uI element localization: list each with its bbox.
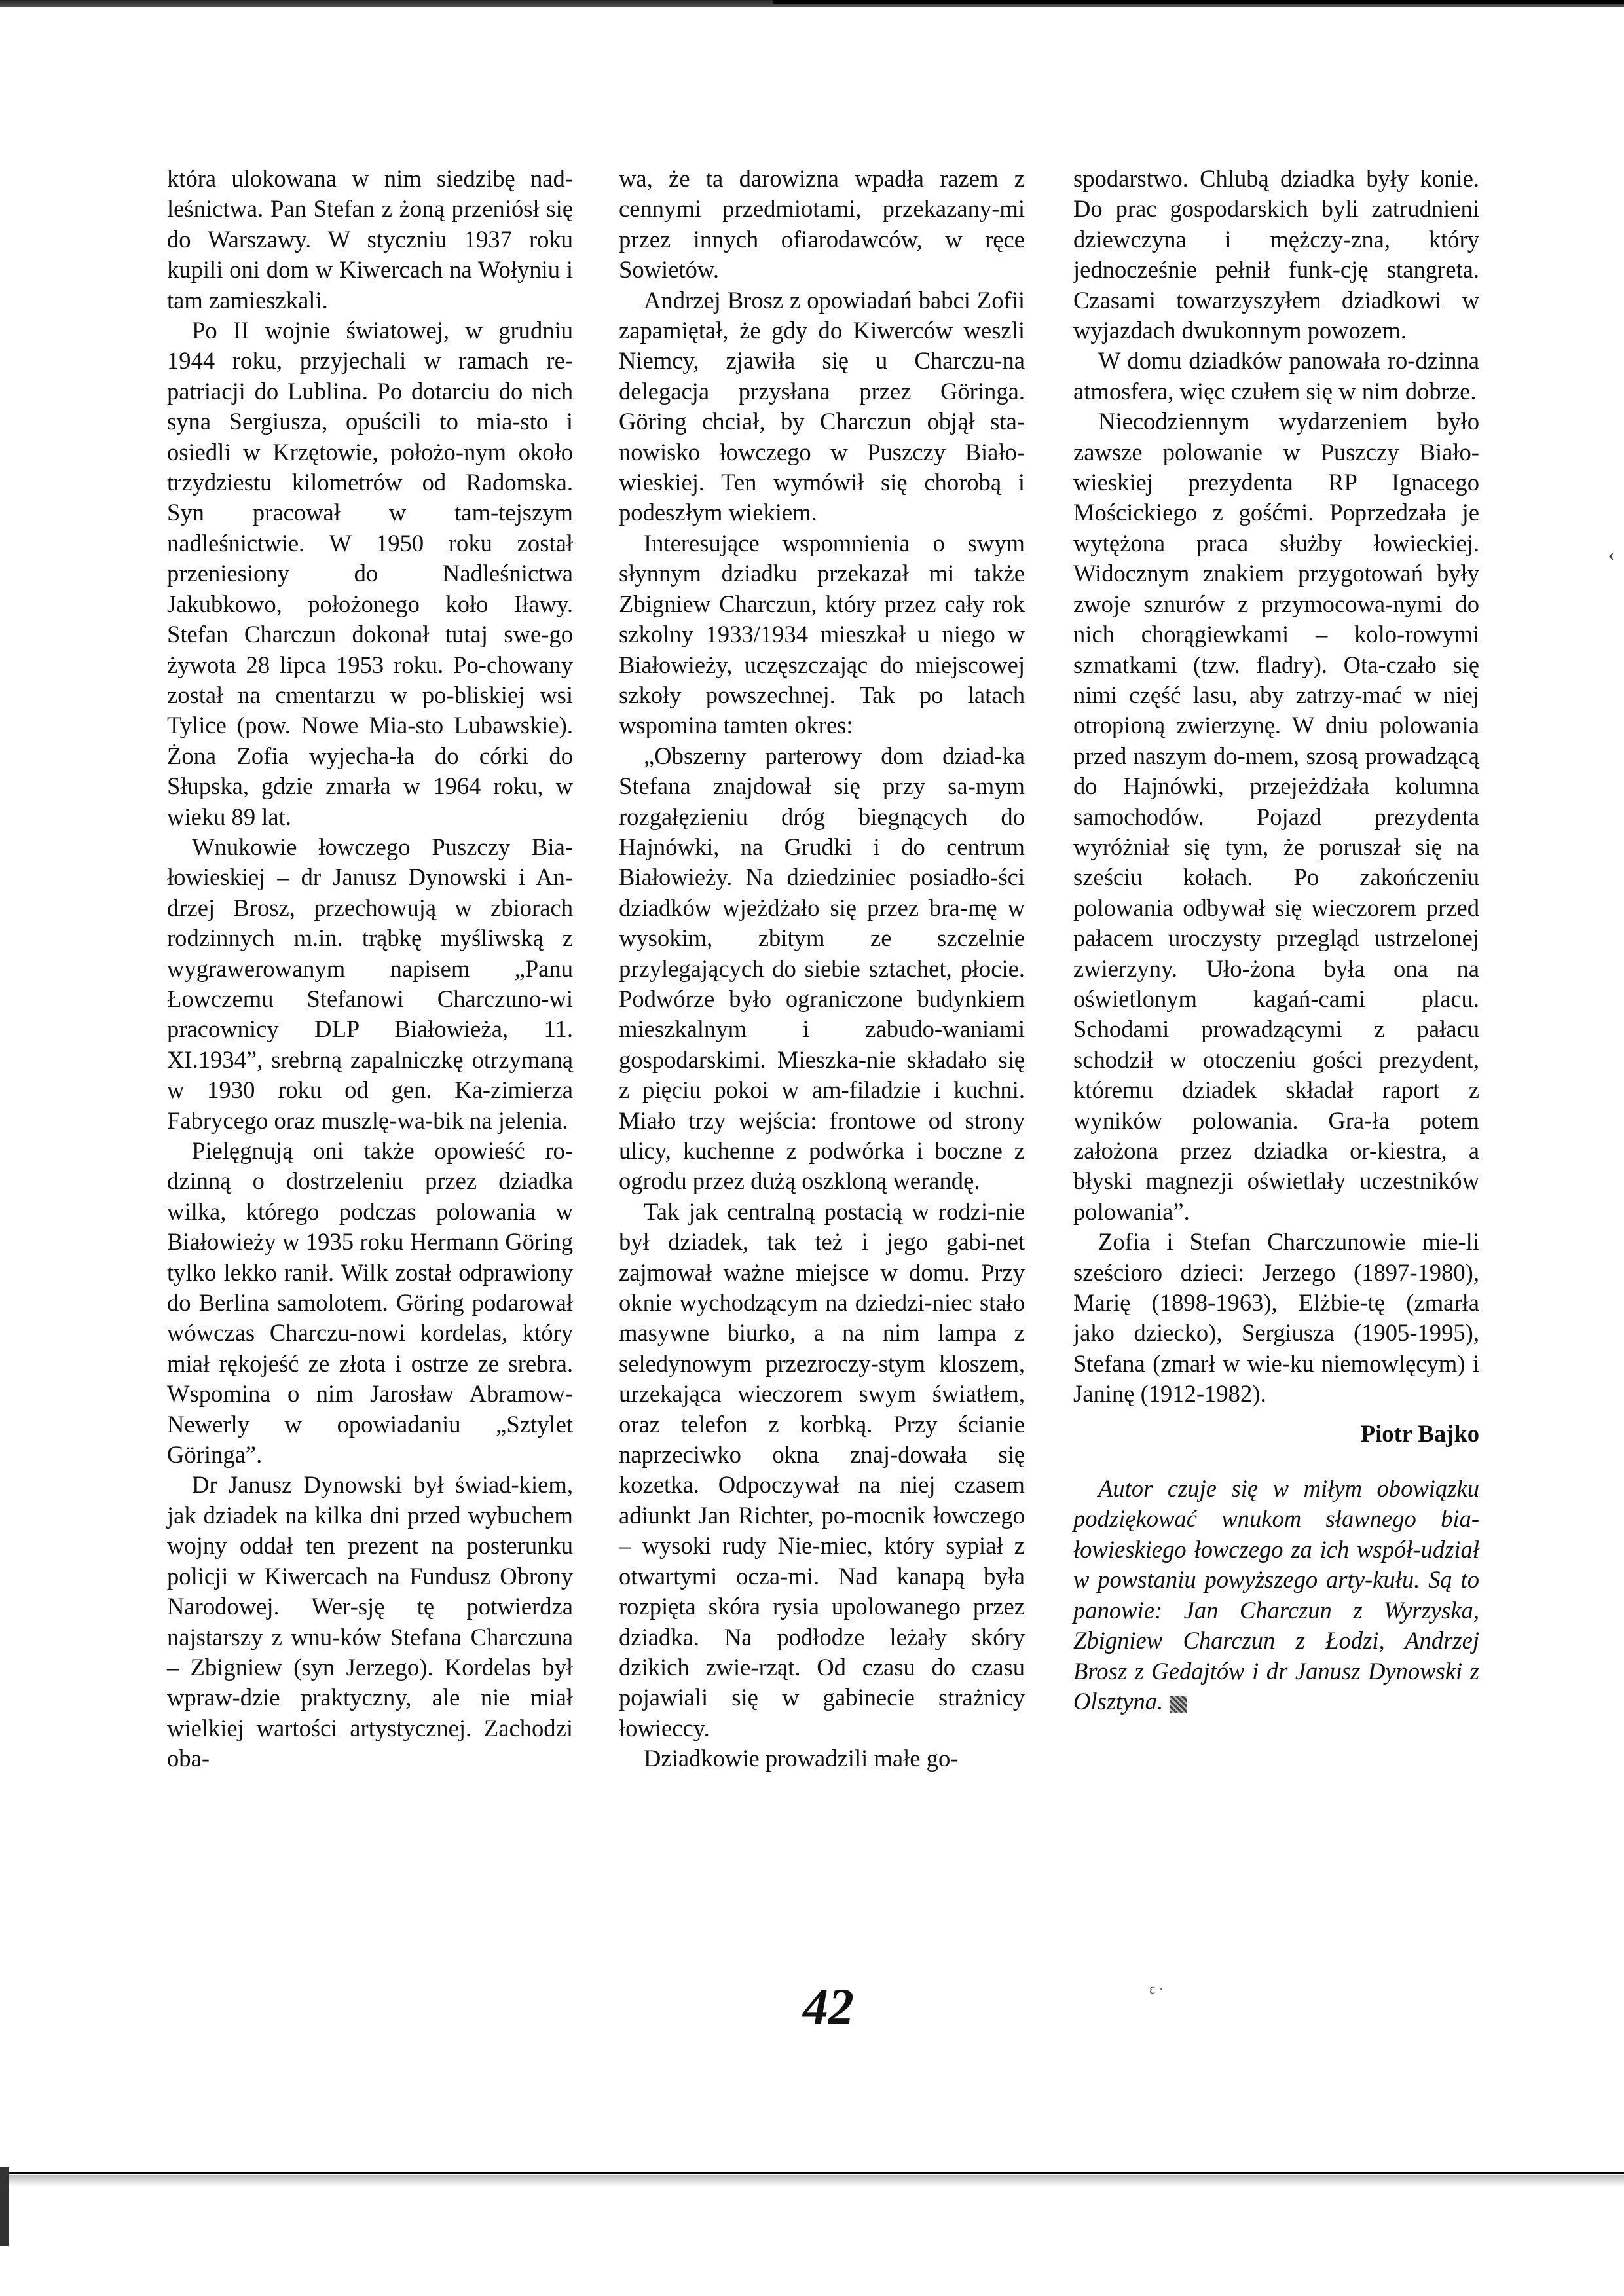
paragraph: Interesujące wspomnienia o swym słynnym dziadku przekazał mi także Zbigniew Charczun, który przez cały rok szkolny 1933/1934 mieszkał u niego w Białowieży, uczęszczając do miejscowej szkoły powszechnej. Tak po latach wspomina tamten okres:: [619, 529, 1025, 739]
paragraph: wa, że ta darowizna wpadła razem z cennymi przedmiotami, przekazany-mi przez innych ofiarodawców, w ręce Sowietów.: [619, 165, 1025, 283]
article-column-3: [1073, 164, 1479, 1717]
paragraph: Dziadkowie prowadzili małe go-: [644, 1745, 959, 1772]
article-body: [167, 164, 1479, 1997]
scan-bottom-shadow: [0, 2175, 1624, 2187]
paragraph: Tak jak centralną postacią w rodzi-nie był dziadek, tak też i jego gabi-net zajmował ważne miejsce w domu. Przy oknie wychodzącym na dziedzi-niec stało masywne biurko, a na nim lampa z seledynowym przezroczy-stym kloszem, urzekająca wieczorem swym światłem, oraz telefon z korbką. Przy ścianie naprzeciwko okna znaj-dowała się kozetka. Odpoczywał na niej czasem adiunkt Jan Richter, po-mocnik łowczego – wysoki rudy Nie-miec, który sypiał z otwartymi ocza-mi. Nad kanapą była rozpięta skóra rysia upolowanego przez dziadka. Na podłodze leżały skóry dzikich zwie-rząt. Od czasu do czasu pojawiali się w gabinecie strażnicy łowieccy.: [619, 1197, 1025, 1741]
acknowledgement-note: [1073, 1474, 1479, 1717]
paragraph: Dr Janusz Dynowski był świad-kiem, jak dziadek na kilka dni przed wybuchem wojny oddał ten prezent na posterunku policji w Kiwercach na Fundusz Obrony Narodowej. Wer-sję tę potwierdza najstarszy z wnu-ków Stefana Charczuna – Zbigniew (syn Jerzego). Kordelas był wpraw-dzie praktyczny, ale nie miał wielkiej wartości artystycznej. Zachodzi oba-: [167, 1471, 573, 1772]
paragraph: W domu dziadków panowała ro-dzinna atmosfera, więc czułem się w nim dobrze.: [1073, 347, 1479, 405]
scan-speck: ε ·: [1149, 1980, 1164, 1997]
paragraph: spodarstwo. Chlubą dziadka były konie. Do prac gospodarskich byli zatrudnieni dziewczyna i mężczy-zna, który jednocześnie pełnił funk-cję stangreta. Czasami towarzyszyłem dziadkowi w wyjazdach dwukonnym powozem.: [1073, 165, 1479, 344]
article-column-1: [167, 164, 573, 1774]
paragraph: Andrzej Brosz z opowiadań babci Zofii zapamiętał, że gdy do Kiwerców weszli Niemcy, zjawiła się u Charczu-na delegacja przysłana przez Göringa. Göring chciał, by Charczun objął sta-nowisko łowczego w Puszczy Biało-wieskiej. Ten wymówił się chorobą i podeszłym wiekiem.: [619, 286, 1025, 526]
paragraph: Po II wojnie światowej, w grudniu 1944 roku, przyjechali w ramach re-patriacji do Lublina. Po dotarciu do nich syna Sergiusza, opuścili to mia-sto i osiedli w Krzętowie, położo-nym około trzydziestu kilometrów od Radomska. Syn pracował w tam-tejszym nadleśnictwie. W 1950 roku został przeniesiony do Nadleśnictwa Jakubkowo, położonego koło Iławy. Stefan Charczun dokonał tutaj swe-go żywota 28 lipca 1953 roku. Po-chowany został na cmentarzu w po-bliskiej wsi Tylice (pow. Nowe Mia-sto Lubawskie). Żona Zofia wyjecha-ła do córki do Słupska, gdzie zmarła w 1964 roku, w wieku 89 lat.: [167, 317, 573, 830]
page-number: 42: [803, 1978, 854, 2035]
author-signature: Piotr Bajko: [1360, 1419, 1479, 1447]
scan-bottom-edge: [0, 2172, 1624, 2174]
article-column-2: [619, 164, 1025, 1774]
scan-top-shadow: [773, 0, 1624, 4]
end-of-article-icon: [1170, 1696, 1187, 1713]
paragraph: „Obszerny parterowy dom dziad-ka Stefana znajdował się przy sa-mym rozgałęzieniu dróg biegnących do Hajnówki, na Grudki i do centrum Białowieży. Na dziedziniec posiadło-ści dziadków wjeżdżało się przez bra-mę w wysokim, zbitym ze szczelnie przylegających do siebie sztachet, płocie. Podwórze było ograniczone budynkiem mieszkalnym i zabudo-waniami gospodarskimi. Mieszka-nie składało się z pięciu pokoi w am-filadzie i kuchni. Miało trzy wejścia: frontowe od strony ulicy, kuchenne z podwórka i boczne z ogrodu przez dużą oszkloną werandę.: [619, 742, 1025, 1195]
paragraph: Niecodziennym wydarzeniem było zawsze polowanie w Puszczy Biało-wieskiej prezydenta RP Ignacego Mościckiego z gośćmi. Poprzedzała je wytężona praca służby łowieckiej. Widocznym znakiem przygotowań były zwoje sznurów z przymocowa-nymi do nich chorągiewkami – kolo-rowymi szmatkami (tzw. fladry). Ota-czało się nimi część lasu, aby zatrzy-mać w niej otropioną zwierzynę. W dniu polowania przed naszym do-mem, szosą prowadzącą do Hajnówki, przejeżdżała kolumna samochodów. Pojazd prezydenta wyróżniał się tym, że poruszał się na sześciu kołach. Po zakończeniu polowania odbywał się wieczorem przed pałacem uroczysty przegląd ustrzelonej zwierzyny. Uło-żona była ona na oświetlonym kagań-cami placu. Schodami prowadzącymi z pałacu schodził w otoczeniu gości prezydent, któremu dziadek składał raport z wyników polowania. Gra-ła potem założona przez dziadka or-kiestra, a błyski magnezji oświetlały uczestników polowania”.: [1073, 408, 1479, 1225]
paragraph: Zofia i Stefan Charczunowie mie-li sześcioro dzieci: Jerzego (1897-1980), Marię (1898-1963), Elżbie-tę (zmarła jako dziecko), Sergiusza (1905-1995), Stefana (zmarł w wie-ku niemowlęcym) i Janinę (1912-1982).: [1073, 1228, 1479, 1408]
acknowledgement-text: Autor czuje się w miłym obowiązku podziękować wnukom sławnego bia-łowieskiego łowczego za ich współ-udział w powstaniu powyższego arty-kułu. Są to panowie: Jan Charczun z Wyrzyska, Zbigniew Charczun z Łodzi, Andrzej Brosz z Gedajtów i dr Janusz Dynowski z Olsztyna.: [1073, 1475, 1479, 1715]
paragraph: Wnukowie łowczego Puszczy Bia-łowieskiej – dr Janusz Dynowski i An-drzej Brosz, przechowują w zbiorach rodzinnych m.in. trąbkę myśliwską z wygrawerowanym napisem „Panu Łowczemu Stefanowi Charczuno-wi pracownicy DLP Białowieża, 11. XI.1934”, srebrną zapalniczkę otrzymaną w 1930 roku od gen. Ka-zimierza Fabrycego oraz muszlę-wa-bik na jelenia.: [167, 833, 573, 1134]
scan-left-edge-mark: [0, 2167, 9, 2246]
paragraph: która ulokowana w nim siedzibę nad-leśnictwa. Pan Stefan z żoną przeniósł się do Warszawy. W styczniu 1937 roku kupili oni dom w Kiwercach na Wołyniu i tam zamieszkali.: [167, 165, 573, 314]
paragraph: Pielęgnują oni także opowieść ro-dzinną o dostrzeleniu przez dziadka wilka, którego podczas polowania w Białowieży w 1935 roku Hermann Göring tylko lekko ranił. Wilk został odprawiony do Berlina samolotem. Göring podarował wówczas Charczu-nowi kordelas, który miał rękojeść ze złota i ostrze ze srebra. Wspomina o nim Jarosław Abramow-Newerly w opowiadaniu „Sztylet Göringa”.: [167, 1137, 573, 1468]
scan-margin-mark: ‹: [1608, 542, 1615, 566]
